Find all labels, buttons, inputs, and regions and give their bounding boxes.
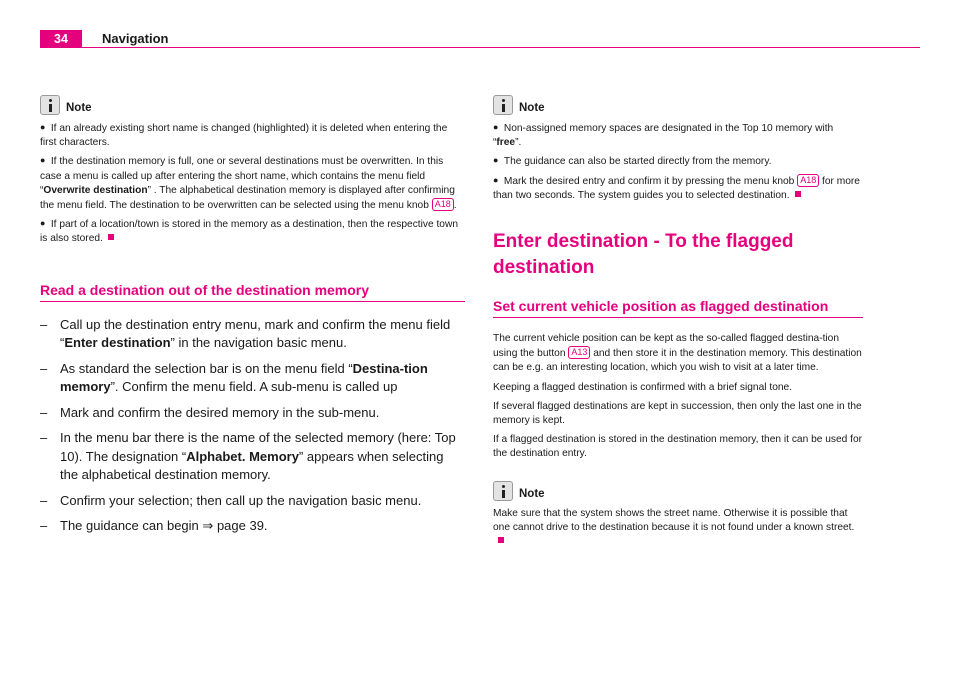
page-number: 34 <box>40 30 82 48</box>
paragraph-text: and then store it in the destination memory. This destination can be e.g. an interesting location, which you wish to visit at a later time. <box>493 348 862 374</box>
section-title: Set current vehicle position as flagged destination <box>493 297 863 318</box>
paragraph-text: The current vehicle position can be kept as the so-called flagged destina-tion using the button <box>493 333 840 360</box>
menu-field-name: Destina-tion memory <box>60 360 428 395</box>
note-bullet: ● If the destination memory is full, one or several destinations must be overwritten. In this case a menu is called up after entering the short name, which contains the menu field “Overwrite destination” . The alphabetical destination memory is displayed after confirming the menu field. The destination to be overwritten can be selected using the menu knob A18 . <box>40 154 465 213</box>
running-title: Navigation <box>102 31 169 46</box>
end-mark <box>108 234 114 240</box>
control-reference: A18 <box>432 198 454 211</box>
step-item <box>40 517 465 536</box>
bullet-text: Non-assigned memory spaces are designated in the Top 10 memory with “ <box>493 123 834 149</box>
note-heading <box>493 481 863 501</box>
note-bullet <box>40 217 465 246</box>
bullet-text: ”. <box>515 137 522 149</box>
step-list <box>40 316 465 536</box>
step-text: Call up the destination entry menu, mark and confirm the menu field “ <box>60 316 451 351</box>
control-reference: A18 <box>797 174 819 187</box>
step-item <box>40 492 465 511</box>
note-title: Note <box>519 487 545 500</box>
menu-field-name: free <box>496 137 516 149</box>
body-paragraph <box>493 332 863 376</box>
step-item <box>40 316 465 353</box>
end-mark <box>498 537 504 543</box>
header-rule <box>40 47 920 48</box>
menu-field-name: Overwrite destination <box>43 184 148 196</box>
page-arrow-icon: ⇒ <box>202 518 214 534</box>
body-paragraph: Keeping a flagged destination is confirmed with a brief signal tone. <box>493 381 793 393</box>
step-item <box>40 429 465 485</box>
step-item <box>40 360 465 397</box>
note-bullet <box>493 154 863 169</box>
left-column <box>40 95 465 543</box>
section-title: Read a destination out of the destination memory <box>40 281 465 302</box>
bullet-text: Mark the desired entry and confirm it by pressing the menu knob <box>503 175 795 187</box>
step-text: As standard the selection bar is on the menu field “ <box>60 360 353 376</box>
note-title: Note <box>519 102 545 114</box>
note-text: Make sure that the system shows the street name. Otherwise it is possible that one cannot drive to the destination because it is not found under a known street. <box>493 507 855 533</box>
note-info-icon <box>493 95 513 115</box>
note-title: Note <box>66 102 92 114</box>
menu-field-name: Alphabet. Memory <box>186 448 299 464</box>
note-info-icon <box>493 481 513 501</box>
body-paragraph: If several flagged destinations are kept in succession, then only the last one in the memory is kept. <box>493 400 862 427</box>
note-bullet <box>493 121 863 150</box>
note-paragraph <box>493 507 863 550</box>
note-heading <box>493 95 863 115</box>
end-mark <box>795 191 801 197</box>
body-paragraph: If a flagged destination is stored in the destination memory, then it can be used for the destination entry. <box>493 434 863 460</box>
step-text: Mark and confirm the desired memory in the sub-menu. <box>60 404 380 420</box>
right-column <box>493 95 863 554</box>
note-bullet <box>40 121 465 150</box>
note-info-icon <box>40 95 60 115</box>
page-link[interactable]: page 39. <box>216 518 268 534</box>
bullet-text: ” . The alphabetical destination memory is displayed after confirming the menu field. The destination to be overwritten can be selected using the menu knob <box>40 184 455 212</box>
bullet-text: If an already existing short name is changed (highlighted) it is deleted when entering the first characters. <box>40 123 448 149</box>
step-item <box>40 404 465 423</box>
step-text: ”. Confirm the menu field. A sub-menu is called up <box>110 379 398 395</box>
menu-field-name: Enter destination <box>64 335 171 351</box>
step-text: ” appears when selecting the alphabetical destination memory. <box>60 448 444 483</box>
bullet-text: The guidance can also be started directly from the memory. <box>503 156 772 168</box>
bullet-text: for more than two seconds. The system guides you to selected destination. <box>493 175 860 201</box>
step-text: In the menu bar there is the name of the selected memory (here: Top 10). The designation “ <box>60 430 456 464</box>
note-heading <box>40 95 465 115</box>
control-reference: A13 <box>568 346 590 359</box>
bullet-text: If the destination memory is full, one or several destinations must be overwritten. In this case a menu is called up after entering the short name, which contains the menu field “ <box>40 156 444 196</box>
step-text: The guidance can begin <box>60 518 199 534</box>
bullet-text: If part of a location/town is stored in the memory as a destination, then the respective town is also stored. <box>40 219 458 245</box>
step-text: Confirm your selection; then call up the navigation basic menu. <box>60 492 422 508</box>
step-text: ” in the navigation basic menu. <box>170 335 347 351</box>
chapter-title: Enter destination - To the flagged destination <box>493 231 794 279</box>
note-bullet <box>493 174 863 203</box>
